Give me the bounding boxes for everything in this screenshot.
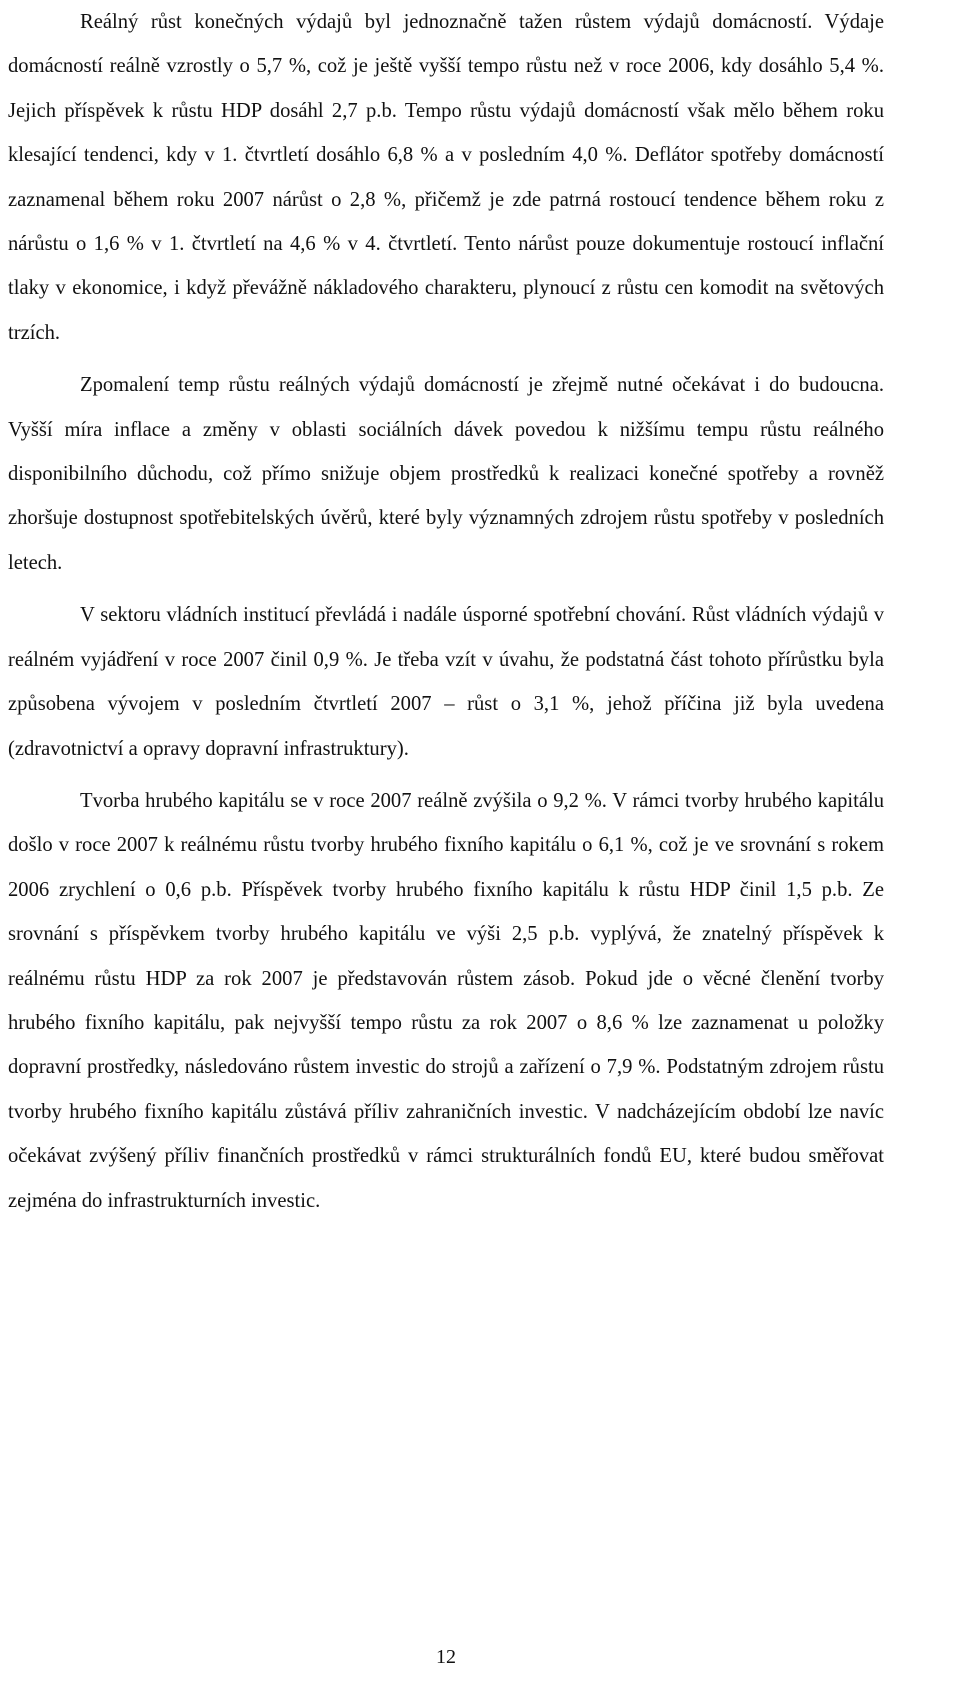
paragraph-government-spending: V sektoru vládních institucí převládá i nadále úsporné spotřební chování. Růst vládních výdajů v reálném vyjádření v roce 2007 činil 0,9 %. Je třeba vzít v úvahu, že podstatná část tohoto přírůstku byla způsobena vývojem v posledním čtvrtletí 2007 – růst o 3,1 %, jehož příčina již byla uvedena (zdravotnictví a opravy dopravní infrastruktury). <box>8 604 884 760</box>
paragraph-household-spending: Reálný růst konečných výdajů byl jednoznačně tažen růstem výdajů domácností. Výdaje domácností reálně vzrostly o 5,7 %, což je ještě vyšší tempo růstu než v roce 2006, kdy dosáhlo 5,4 %. Jejich příspěvek k růstu HDP dosáhl 2,7 p.b. Tempo růstu výdajů domácností však mělo během roku klesající tendenci, kdy v 1. čtvrtletí dosáhlo 6,8 % a v posledním 4,0 %. Deflátor spotřeby domácností zaznamenal během roku 2007 nárůst o 2,8 %, přičemž je zde patrná rostoucí tendence během roku z nárůstu o 1,6 % v 1. čtvrtletí na 4,6 % v 4. čtvrtletí. Tento nárůst pouze dokumentuje rostoucí inflační tlaky v ekonomice, i když převážně nákladového charakteru, plynoucí z růstu cen komodit na světových trzích. <box>8 11 884 344</box>
page-number: 12 <box>436 1646 456 1668</box>
paragraph-spending-outlook: Zpomalení temp růstu reálných výdajů domácností je zřejmě nutné očekávat i do budoucna. Vyšší míra inflace a změny v oblasti sociálních dávek povedou k nižšímu tempu růstu reálného disponibilního důchodu, což přímo snižuje objem prostředků k realizaci konečné spotřeby a rovněž zhoršuje dostupnost spotřebitelských úvěrů, které byly významných zdrojem růstu spotřeby v posledních letech. <box>8 374 884 574</box>
paragraph-capital-formation: Tvorba hrubého kapitálu se v roce 2007 reálně zvýšila o 9,2 %. V rámci tvorby hrubého kapitálu došlo v roce 2007 k reálnému růstu tvorby hrubého fixního kapitálu o 6,1 %, což je ve srovnání s rokem 2006 zrychlení o 0,6 p.b. Příspěvek tvorby hrubého fixního kapitálu k růstu HDP činil 1,5 p.b. Ze srovnání s příspěvkem tvorby hrubého kapitálu ve výši 2,5 p.b. vyplývá, že znatelný příspěvek k reálnému růstu HDP za rok 2007 je představován růstem zásob. Pokud jde o věcné členění tvorby hrubého fixního kapitálu, pak nejvyšší tempo růstu za rok 2007 o 8,6 % lze zaznamenat u položky dopravní prostředky, následováno růstem investic do strojů a zařízení o 7,9 %. Podstatným zdrojem růstu tvorby hrubého fixního kapitálu zůstává příliv zahraničních investic. V nadcházejícím období lze navíc očekávat zvýšený příliv finančních prostředků v rámci strukturálních fondů EU, které budou směřovat zejména do infrastrukturních investic. <box>8 789 884 1212</box>
body-text <box>8 0 884 1223</box>
